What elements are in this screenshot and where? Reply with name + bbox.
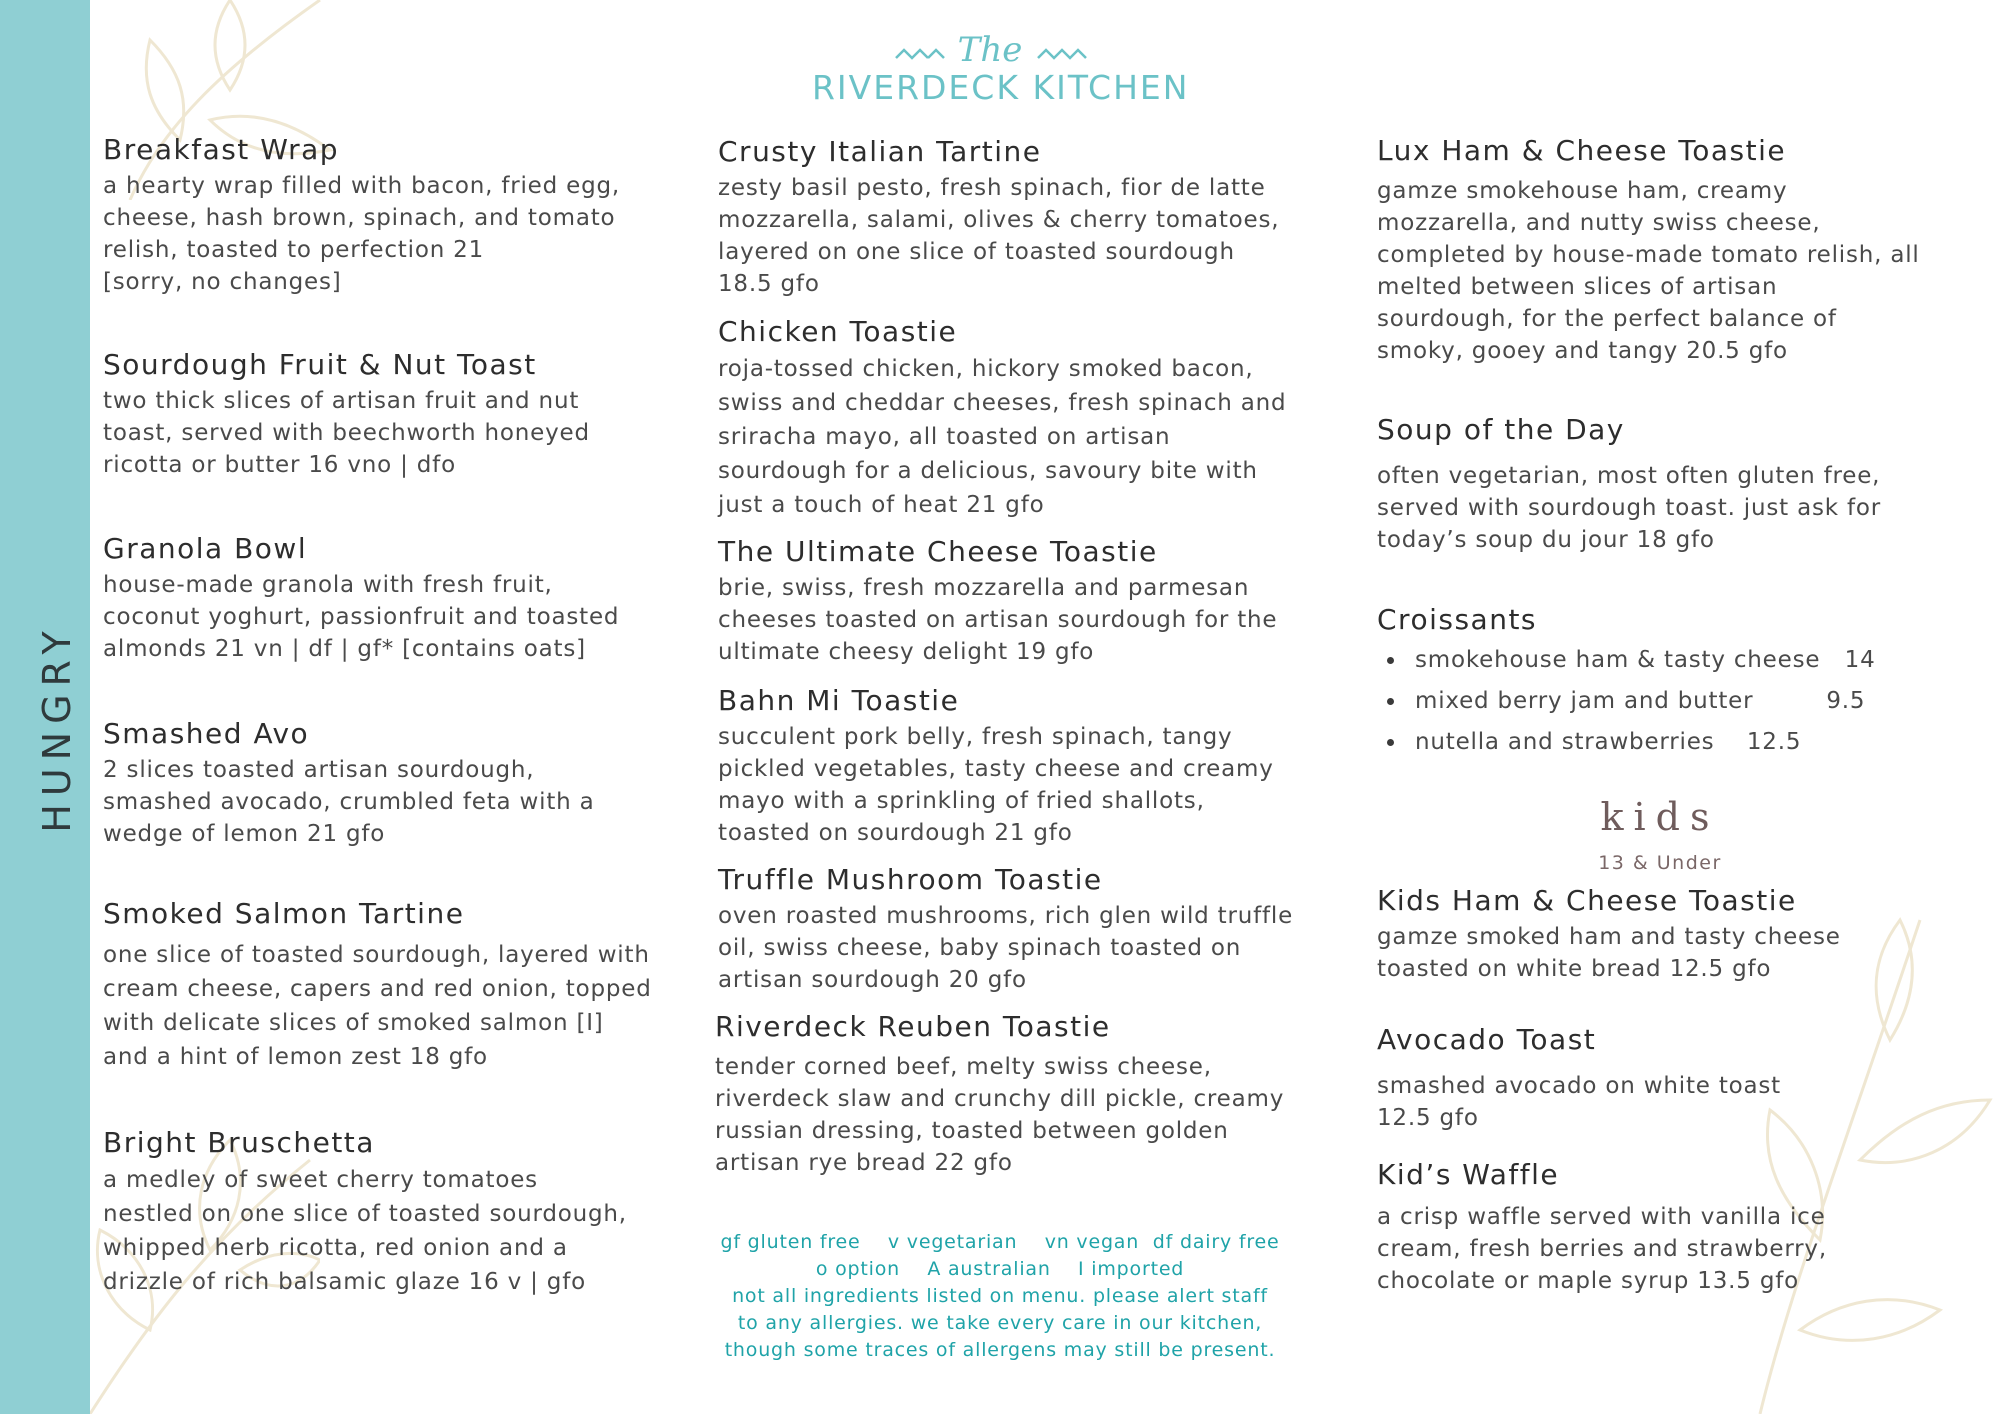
item-description: house-made granola with fresh fruit, coconut yoghurt, passionfruit and toasted almonds 21 vn | df | gf* [contains oats] — [103, 572, 620, 662]
menu-item — [1377, 410, 1977, 556]
menu-item — [718, 681, 1318, 849]
item-title: Avocado Toast — [1377, 1023, 1597, 1056]
menu-item — [103, 130, 663, 298]
menu-item — [1377, 1020, 1977, 1134]
menu-item — [1377, 1155, 1977, 1297]
item-description: tender corned beef, melty swiss cheese, riverdeck slaw and crunchy dill pickle, creamy russian dressing, toasted between golden artisan rye bread 22 gfo — [715, 1054, 1285, 1176]
item-title: Breakfast Wrap — [103, 133, 340, 166]
legend-line: o option A australian I imported — [815, 1258, 1185, 1280]
item-description: roja-tossed chicken, hickory smoked bacon, swiss and cheddar cheeses, fresh spinach and sriracha mayo, all toasted on artisan sourdough for a delicious, savoury bite with just a touch of heat 21 gfo — [718, 356, 1287, 518]
sidebar-label: HUNGRY — [35, 623, 79, 833]
item-title: Lux Ham & Cheese Toastie — [1377, 134, 1787, 167]
sidebar-band — [0, 0, 90, 1414]
menu-item — [715, 1007, 1315, 1179]
item-title: Crusty Italian Tartine — [718, 135, 1042, 168]
item-description: often vegetarian, most often gluten free, served with sourdough toast. just ask for today’s soup du jour 18 gfo — [1377, 463, 1882, 553]
kids-heading: kids — [1600, 795, 1720, 839]
legend-line: not all ingredients listed on menu. please alert staff — [732, 1285, 1268, 1307]
list-item: smokehouse ham & tasty cheese 14 — [1377, 640, 1977, 681]
menu-item — [103, 894, 663, 1074]
item-title: Kid’s Waffle — [1377, 1158, 1560, 1191]
item-description: oven roasted mushrooms, rich glen wild truffle oil, swiss cheese, baby spinach toasted on artisan sourdough 20 gfo — [718, 903, 1294, 993]
menu-item — [718, 860, 1318, 996]
item-title: Smoked Salmon Tartine — [103, 897, 465, 930]
item-description: 2 slices toasted artisan sourdough, smashed avocado, crumbled feta with a wedge of lemon 21 gfo — [103, 757, 595, 847]
item-title: Bahn Mi Toastie — [718, 684, 960, 717]
item-title: Bright Bruschetta — [103, 1126, 375, 1159]
dietary-legend — [715, 1229, 1285, 1364]
wave-icon-left — [894, 46, 958, 60]
item-description: succulent pork belly, fresh spinach, tangy pickled vegetables, tasty cheese and creamy mayo with a sprinkling of fried shallots, toasted on sourdough 21 gfo — [718, 724, 1274, 846]
wave-icon-right — [1024, 46, 1088, 60]
item-title: Granola Bowl — [103, 532, 308, 565]
brand-the: The — [957, 30, 1023, 70]
item-description: a crisp waffle served with vanilla ice cream, fresh berries and strawberry, chocolate or maple syrup 13.5 gfo — [1377, 1204, 1827, 1294]
menu-item — [718, 132, 1318, 300]
item-title: Sourdough Fruit & Nut Toast — [103, 348, 537, 381]
item-title: Chicken Toastie — [718, 315, 958, 348]
item-description: one slice of toasted sourdough, layered with cream cheese, capers and red onion, topped with delicate slices of smoked salmon [I] and a hint of lemon zest 18 gfo — [103, 942, 652, 1070]
item-description: gamze smoked ham and tasty cheese toasted on white bread 12.5 gfo — [1377, 924, 1841, 982]
item-title: Smashed Avo — [103, 717, 310, 750]
menu-item — [103, 345, 663, 481]
menu-item — [103, 1123, 663, 1299]
legend-line: to any allergies. we take every care in our kitchen, — [737, 1312, 1263, 1334]
item-title: Truffle Mushroom Toastie — [718, 863, 1103, 896]
item-description: a medley of sweet cherry tomatoes nestled on one slice of toasted sourdough, whipped herb ricotta, red onion and a drizzle of rich balsamic glaze 16 v | gfo — [103, 1167, 627, 1295]
menu-item — [718, 532, 1318, 668]
kids-subheading: 13 & Under — [1598, 852, 1722, 874]
menu-item — [1377, 131, 1977, 367]
menu-item — [718, 312, 1318, 522]
legend-line: though some traces of allergens may still be present. — [724, 1339, 1276, 1361]
menu-item — [103, 714, 663, 850]
item-title: Kids Ham & Cheese Toastie — [1377, 884, 1797, 917]
menu-item — [103, 529, 663, 665]
item-description: gamze smokehouse ham, creamy mozzarella, and nutty swiss cheese, completed by house-made tomato relish, all melted between slices of artisan sourdough, for the perfect balance of smoky, gooey and tangy 20.5 gfo — [1377, 178, 1920, 364]
list-item: nutella and strawberries 12.5 — [1377, 722, 1977, 763]
item-description: smashed avocado on white toast 12.5 gfo — [1377, 1073, 1782, 1131]
item-description: brie, swiss, fresh mozzarella and parmesan cheeses toasted on artisan sourdough for the ultimate cheesy delight 19 gfo — [718, 575, 1278, 665]
item-title: Riverdeck Reuben Toastie — [715, 1010, 1111, 1043]
croissant-list — [1377, 640, 1977, 763]
item-description: zesty basil pesto, fresh spinach, fior de latte mozzarella, salami, olives & cherry tomatoes, layered on one slice of toasted sourdough 18.5 gfo — [718, 175, 1280, 297]
legend-line: gf gluten free v vegetarian vn vegan df dairy free — [720, 1231, 1280, 1253]
menu-item — [1377, 881, 1977, 985]
brand-logo — [812, 30, 1190, 112]
item-title: The Ultimate Cheese Toastie — [718, 535, 1158, 568]
menu-item — [1377, 600, 1977, 763]
item-title: Croissants — [1377, 603, 1538, 636]
brand-name: RIVERDECK KITCHEN — [812, 68, 1190, 107]
list-item: mixed berry jam and butter 9.5 — [1377, 681, 1977, 722]
item-description: two thick slices of artisan fruit and nut toast, served with beechworth honeyed ricotta or butter 16 vno | dfo — [103, 388, 590, 478]
item-title: Soup of the Day — [1377, 413, 1625, 446]
item-description: a hearty wrap filled with bacon, fried egg, cheese, hash brown, spinach, and tomato relish, toasted to perfection 21 [sorry, no changes] — [103, 173, 621, 295]
